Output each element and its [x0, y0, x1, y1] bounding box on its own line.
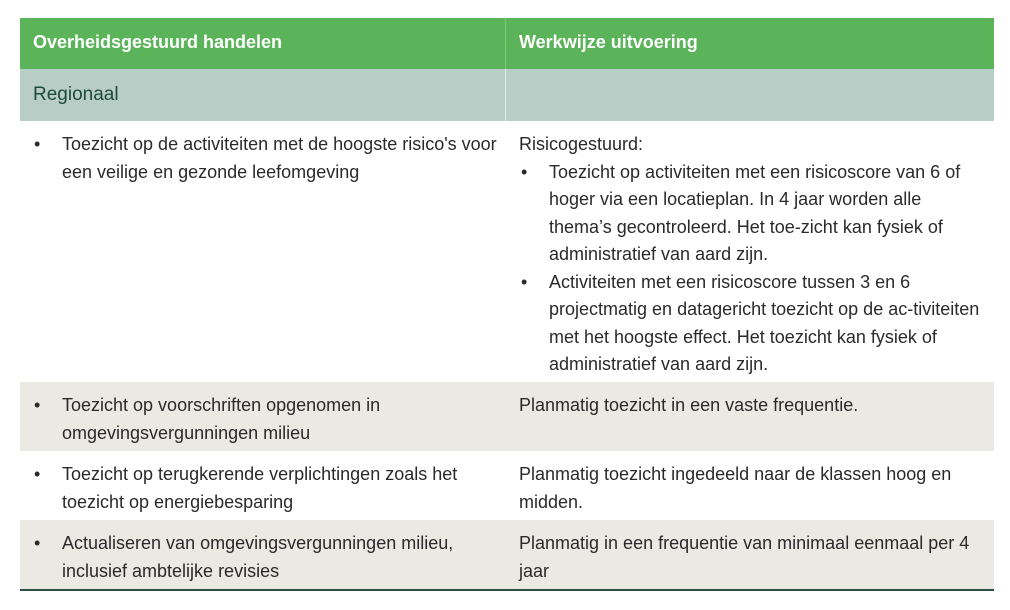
row-left-cell — [20, 520, 506, 589]
bullet-text: Toezicht op de activiteiten met de hoogste risico's voor een veilige en gezonde leefomgeving — [62, 134, 497, 182]
table-header-row — [20, 18, 994, 69]
bullet-icon: • — [521, 161, 528, 182]
header-col-werkwijze: Werkwijze uitvoering — [519, 32, 698, 52]
section-empty-cell — [506, 69, 994, 121]
row-right-cell: Planmatig toezicht in een vaste frequentie. — [519, 395, 859, 415]
bullet-item — [20, 392, 506, 447]
bullet-item — [519, 159, 994, 269]
table-row — [20, 121, 994, 382]
table-row — [20, 451, 994, 520]
bullet-item — [20, 461, 506, 516]
bullet-text: Toezicht op terugkerende verplichtingen zoals het toezicht op energiebesparing — [62, 464, 458, 512]
bullet-text: Actualiseren van omgevingsvergunningen milieu, inclusief ambtelijke revisies — [62, 533, 454, 581]
row-left-cell — [20, 382, 506, 451]
bullet-item — [20, 131, 506, 186]
bullet-icon: • — [521, 271, 528, 292]
row-right-cell: Planmatig toezicht ingedeeld naar de klassen hoog en midden. — [519, 464, 952, 512]
section-title: Regionaal — [20, 69, 506, 121]
bullet-item — [20, 530, 506, 585]
row-right-cell — [506, 121, 994, 382]
row-left-cell — [20, 451, 506, 520]
bullet-icon: • — [34, 395, 41, 415]
section-row-regionaal — [20, 69, 994, 121]
row-right-cell: Planmatig in een frequentie van minimaal eenmaal per 4 jaar — [519, 533, 970, 581]
policy-table — [20, 18, 994, 591]
bullet-icon: • — [34, 464, 41, 484]
bullet-text: Activiteiten met een risicoscore tussen 3 en 6 projectmatig en datagericht toezicht op de ac-tiviteiten met het hoogste effect. Het toezicht kan fysiek of administratief van aard zijn. — [549, 271, 980, 374]
table-row — [20, 382, 994, 451]
header-col-overheidsgestuurd: Overheidsgestuurd handelen — [20, 18, 506, 69]
bullet-item — [519, 269, 994, 379]
table-row — [20, 520, 994, 589]
right-intro: Risicogestuurd: — [519, 134, 644, 154]
row-left-cell — [20, 121, 506, 382]
bullet-text: Toezicht op voorschriften opgenomen in omgevingsvergunningen milieu — [62, 395, 381, 443]
bullet-text: Toezicht op activiteiten met een risicoscore van 6 of hoger via een locatieplan. In 4 jaar worden alle thema’s gecontroleerd. Het toe-zicht kan fysiek of administratief van aard zijn. — [549, 161, 961, 264]
bullet-icon: • — [34, 533, 41, 553]
bullet-icon: • — [34, 134, 41, 154]
